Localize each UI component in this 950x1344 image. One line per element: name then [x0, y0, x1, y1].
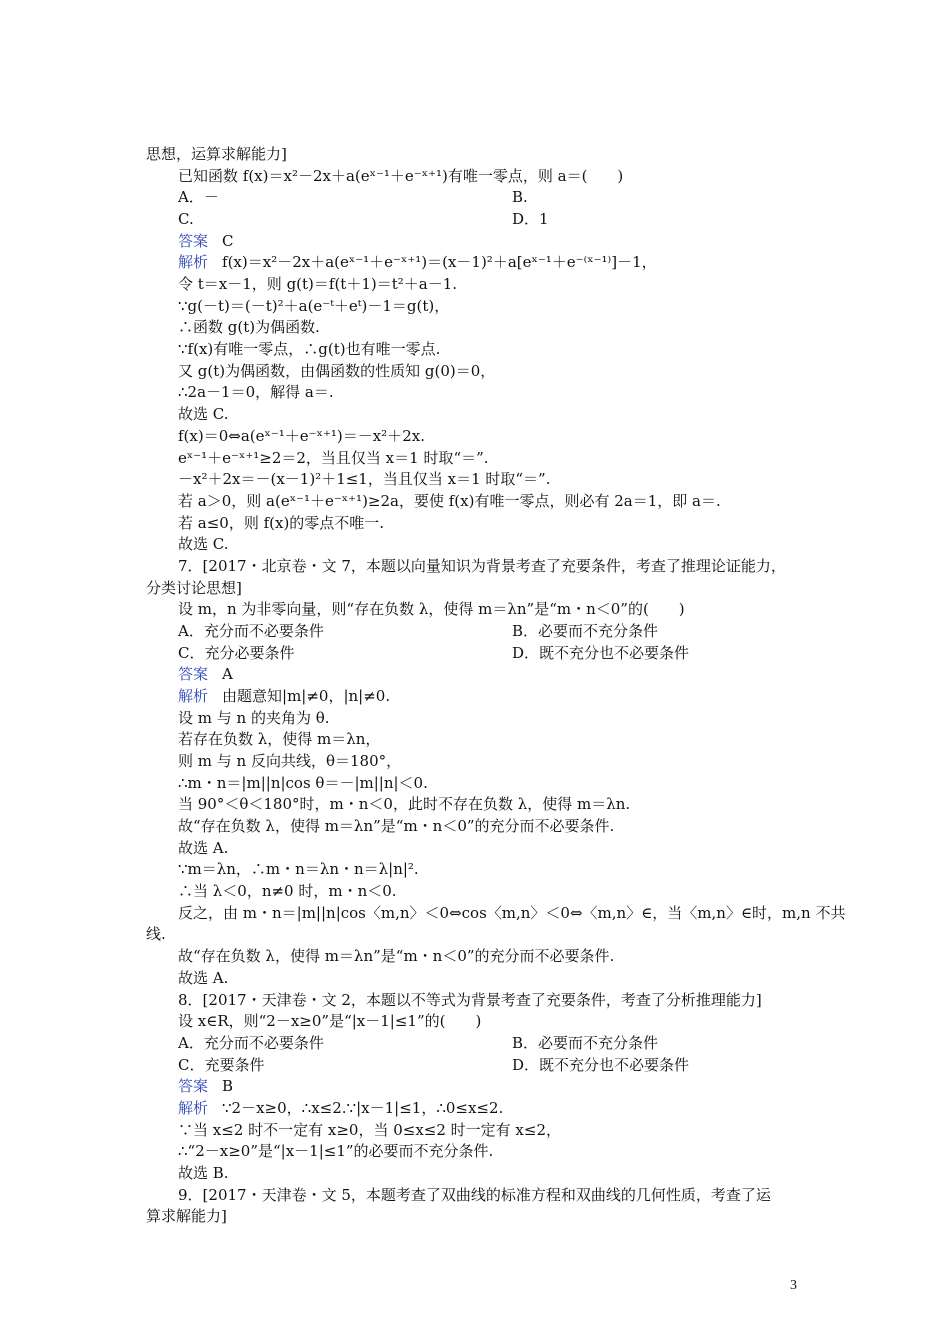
- text-line: [178, 381, 334, 403]
- line-text: 若 a＞0，则 a(eˣ⁻¹＋e⁻ˣ⁺¹)≥2a，要使 f(x)有唯一零点，则必有 2a＝1，即 a＝.: [178, 491, 721, 510]
- text-line: [146, 923, 166, 945]
- line-text: 分类讨论思想]: [146, 578, 242, 597]
- line-text: 令 t＝x－1，则 g(t)＝f(t＋1)＝t²＋a－1.: [178, 275, 458, 294]
- text-line: [178, 1010, 481, 1032]
- line-text: ∴m・n＝|m||n|cos θ＝－|m||n|＜0.: [178, 773, 428, 792]
- line-text: 7．[2017・北京卷・文 7，本题以向量知识为背景考查了充要条件，考查了推理论证能力，: [178, 556, 786, 575]
- text-line: [178, 1184, 771, 1206]
- text-line: [178, 880, 397, 902]
- line-text: 9．[2017・天津卷・文 5，本题考查了双曲线的标准方程和双曲线的几何性质，考查了运: [178, 1185, 771, 1204]
- line-text: ∴当 λ＜0，n≠0 时，m・n＜0.: [178, 882, 397, 901]
- text-line: [178, 815, 614, 837]
- text-line: [178, 403, 228, 425]
- option-2-0: A．－: [178, 188, 219, 207]
- line-text: ∴函数 g(t)为偶函数.: [178, 318, 320, 337]
- answer-label: 解析: [178, 1098, 209, 1117]
- line-text: 反之，由 m・n＝|m||n|cos〈m,n〉＜0⇔cos〈m,n〉＜0⇔〈m,n〉∈，当〈m,n〉∈时，m,n 不共: [178, 903, 846, 922]
- line-text: 故选 C.: [178, 535, 229, 554]
- text-line: [178, 945, 614, 967]
- line-text: ∵f(x)有唯一零点，∴g(t)也有唯一零点.: [178, 340, 441, 359]
- option-3-1: D．1: [512, 210, 549, 229]
- answer-label: 答案: [178, 231, 209, 250]
- text-line: [146, 577, 242, 599]
- option-22-0: A．充分而不必要条件: [178, 621, 324, 640]
- text-line: [178, 533, 228, 555]
- option-42-1: D．既不充分也不必要条件: [512, 1055, 690, 1074]
- page-number: 3: [790, 1278, 797, 1293]
- line-text: A: [222, 665, 233, 684]
- text-line: [146, 1205, 227, 1227]
- line-text: 若存在负数 λ，使得 m＝λn，: [178, 730, 381, 749]
- line-text: ∵g(－t)＝(－t)²＋a(e⁻ᵗ＋eᵗ)－1＝g(t)，: [178, 296, 450, 315]
- line-text: 线.: [146, 925, 166, 944]
- line-text: 设 x∈R，则“2－x≥0”是“|x－1|≤1”的( ): [178, 1012, 482, 1031]
- option-2-1: B.: [512, 188, 528, 207]
- text-line: [178, 1140, 493, 1162]
- option-22-1: B．必要而不充分条件: [512, 621, 659, 640]
- option-23-0: C．充分必要条件: [178, 643, 295, 662]
- line-text: 故选 A.: [178, 838, 229, 857]
- text-line: [178, 295, 449, 317]
- option-42-0: C．充要条件: [178, 1055, 265, 1074]
- text-line: [178, 837, 228, 859]
- line-text: 故“存在负数 λ，使得 m＝λn”是“m・n＜0”的充分而不必要条件.: [178, 817, 615, 836]
- option-41-1: B．必要而不充分条件: [512, 1033, 659, 1052]
- answer-label: 答案: [178, 1077, 209, 1096]
- line-text: 当 90°＜θ＜180°时，m・n＜0，此时不存在负数 λ，使得 m＝λn.: [178, 795, 631, 814]
- text-line: [178, 663, 233, 685]
- text-line: [178, 858, 419, 880]
- answer-label: 答案: [178, 665, 209, 684]
- line-text: B: [222, 1077, 234, 1096]
- option-23-1: D．既不充分也不必要条件: [512, 643, 690, 662]
- line-text: 8．[2017・天津卷・文 2，本题以不等式为背景考查了充要条件，考查了分析推理能力]: [178, 990, 762, 1009]
- text-line: [146, 143, 287, 165]
- text-line: [178, 1162, 229, 1184]
- text-line: [178, 902, 845, 924]
- line-text: 故选 A.: [178, 968, 229, 987]
- text-line: [178, 360, 495, 382]
- text-line: [178, 555, 786, 577]
- text-line: [178, 772, 428, 794]
- line-text: 由题意知|m|≠0，|n|≠0.: [222, 687, 391, 705]
- text-line: [178, 728, 380, 750]
- text-line: [178, 967, 228, 989]
- line-text: 若 a≤0，则 f(x)的零点不唯一.: [178, 513, 385, 532]
- answer-label: 解析: [178, 253, 209, 272]
- text-line: [178, 447, 489, 469]
- text-line: [178, 468, 551, 490]
- text-line: [178, 512, 384, 534]
- line-text: 设 m 与 n 的夹角为 θ.: [178, 708, 330, 727]
- text-line: [178, 251, 657, 273]
- answer-label: 解析: [178, 687, 209, 705]
- line-text: 故选 C.: [178, 405, 229, 424]
- option-41-0: A．充分而不必要条件: [178, 1033, 324, 1052]
- text-line: [178, 230, 234, 252]
- text-line: [178, 989, 762, 1011]
- line-text: 思想，运算求解能力]: [146, 145, 287, 163]
- text-line: [178, 425, 425, 447]
- line-text: 算求解能力]: [146, 1207, 227, 1226]
- text-line: [178, 707, 330, 729]
- line-text: 设 m，n 为非零向量，则“存在负数 λ，使得 m＝λn”是“m・n＜0”的( ): [178, 600, 685, 619]
- text-line: [178, 685, 390, 707]
- line-text: 故选 B.: [178, 1163, 229, 1182]
- text-line: [178, 1097, 503, 1119]
- text-line: [178, 1119, 561, 1141]
- line-text: 又 g(t)为偶函数，由偶函数的性质知 g(0)＝0，: [178, 361, 496, 380]
- line-text: f(x)＝0⇔a(eˣ⁻¹＋e⁻ˣ⁺¹)＝－x²＋2x.: [178, 426, 425, 445]
- line-text: f(x)＝x²－2x＋a(eˣ⁻¹＋e⁻ˣ⁺¹)＝(x－1)²＋a[eˣ⁻¹＋e⁻⁽ˣ⁻¹⁾]－1，: [222, 253, 657, 272]
- line-text: ∴“2－x≥0”是“|x－1|≤1”的必要而不充分条件.: [178, 1142, 494, 1161]
- text-line: [178, 750, 401, 772]
- text-line: [178, 1075, 233, 1097]
- option-3-0: C.: [178, 210, 194, 229]
- line-text: eˣ⁻¹＋e⁻ˣ⁺¹≥2＝2，当且仅当 x＝1 时取“＝”.: [178, 448, 489, 467]
- text-line: [178, 598, 685, 620]
- line-text: ∵m＝λn，∴m・n＝λn・n＝λ|n|².: [178, 860, 419, 879]
- text-line: [178, 316, 320, 338]
- text-line: [178, 273, 457, 295]
- line-text: 则 m 与 n 反向共线，θ＝180°，: [178, 752, 402, 771]
- line-text: C: [222, 231, 234, 250]
- line-text: 已知函数 f(x)＝x²－2x＋a(eˣ⁻¹＋e⁻ˣ⁺¹)有唯一零点，则 a＝( ): [178, 166, 624, 185]
- line-text: ∵当 x≤2 时不一定有 x≥0，当 0≤x≤2 时一定有 x≤2，: [178, 1120, 562, 1139]
- line-text: ∴2a－1＝0，解得 a＝.: [178, 383, 334, 402]
- text-line: [178, 490, 721, 512]
- text-line: [178, 165, 623, 187]
- text-line: [178, 793, 630, 815]
- line-text: －x²＋2x＝－(x－1)²＋1≤1，当且仅当 x＝1 时取“＝”.: [178, 470, 551, 489]
- text-line: [178, 338, 440, 360]
- line-text: ∵2－x≥0，∴x≤2.∵|x－1|≤1，∴0≤x≤2.: [222, 1098, 504, 1117]
- line-text: 故“存在负数 λ，使得 m＝λn”是“m・n＜0”的充分而不必要条件.: [178, 947, 615, 966]
